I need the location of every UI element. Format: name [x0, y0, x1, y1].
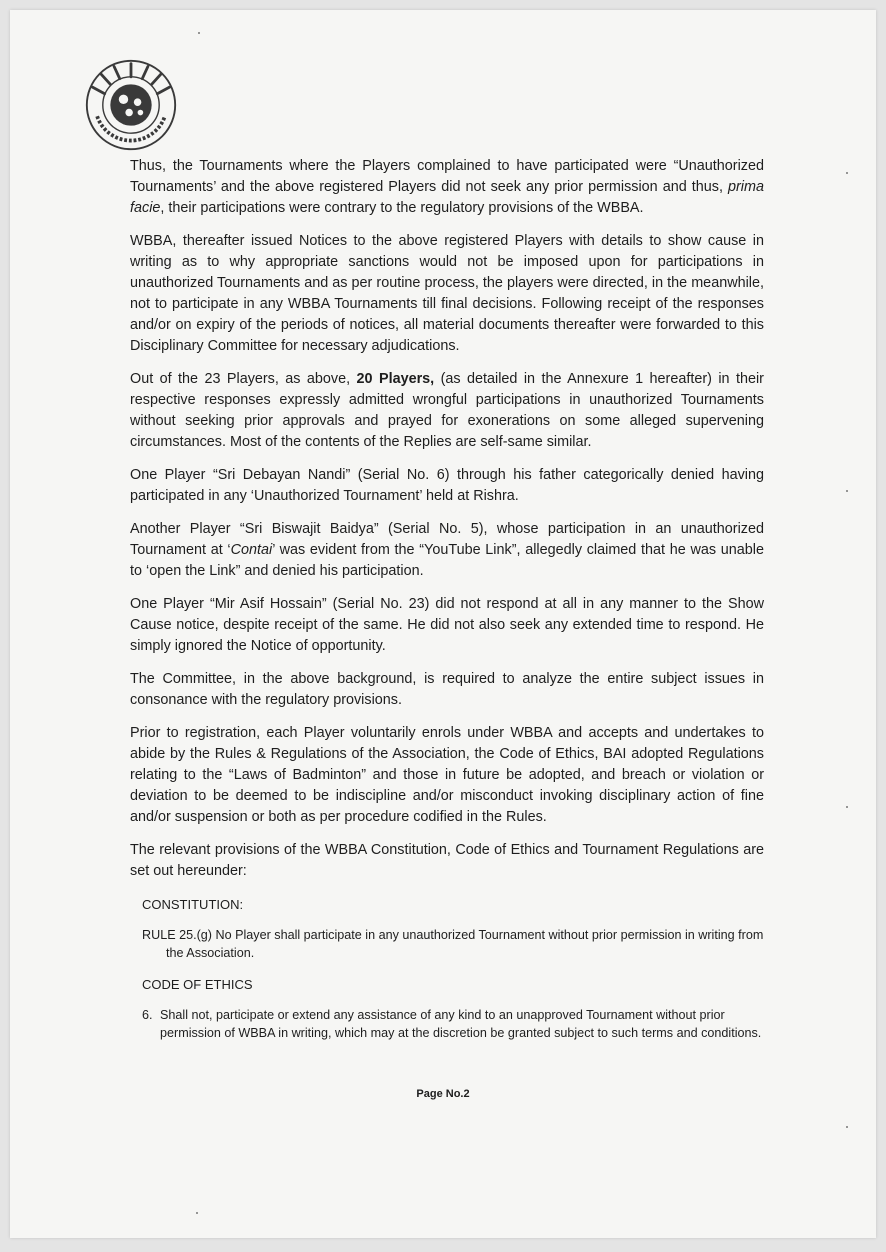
paragraph-4: One Player “Sri Debayan Nandi” (Serial No. 6) through his father categorically denied having participated in any ‘Unauthorized Tournament’ held at Rishra.: [130, 467, 764, 504]
paragraph-3: Out of the 23 Players, as above, 20 Players, (as detailed in the Annexure 1 hereafter) in their respective responses expressly admitted wrongful participations in unauthorized Tournaments without seeking prior approvals and prayed for exonerations on some alleged supervening circumstances. Most of the contents of the Replies are self-same similar.: [130, 371, 764, 450]
paragraph-6: One Player “Mir Asif Hossain” (Serial No. 23) did not respond at all in any manner to the Show Cause notice, despite receipt of the same. He did not also seek any extended time to respond. He simply ignored the Notice of opportunity.: [130, 596, 764, 654]
scan-speck: [198, 32, 200, 34]
scan-speck: [196, 1212, 198, 1214]
paragraph-9: The relevant provisions of the WBBA Constitution, Code of Ethics and Tournament Regulations are set out hereunder:: [130, 842, 764, 879]
paragraph-7: The Committee, in the above background, is required to analyze the entire subject issues in consonance with the regulatory provisions.: [130, 671, 764, 708]
code-of-ethics-item: [142, 1006, 764, 1042]
constitution-rule: RULE 25.(g) No Player shall participate in any unauthorized Tournament without prior permission in writing from the Association.: [142, 928, 764, 960]
paragraph-2: WBBA, thereafter issued Notices to the above registered Players with details to show cause in writing as to why appropriate sanctions would not be imposed upon for participations in unauthorized Tournaments and as per routine process, the players were directed, in the meanwhile, not to participate in any WBBA Tournaments till final decisions. Following receipt of the responses and/or on expiry of the periods of notices, all material documents thereafter were forwarded to this Disciplinary Committee for necessary adjudications.: [130, 233, 764, 354]
page-number: Page No.2: [416, 1088, 470, 1100]
paragraph-1: Thus, the Tournaments where the Players complained to have participated were “Unauthorized Tournaments’ and the above registered Players did not seek any prior permission and thus, prima facie, their participations were contrary to the regulatory provisions of the WBBA.: [130, 158, 764, 216]
association-seal-icon: [84, 58, 178, 152]
paragraph-5: Another Player “Sri Biswajit Baidya” (Serial No. 5), whose participation in an unauthorized Tournament at ‘Contai’ was evident from the “YouTube Link”, allegedly claimed that he was unable to ‘open the Link” and denied his participation.: [130, 521, 764, 579]
constitution-heading: CONSTITUTION:: [142, 897, 244, 912]
scan-speck: [846, 1126, 848, 1128]
provisions-section: [130, 896, 764, 1042]
document-page: [10, 10, 876, 1238]
paragraph-8: Prior to registration, each Player voluntarily enrols under WBBA and accepts and undertakes to abide by the Rules & Regulations of the Association, the Code of Ethics, BAI adopted Regulations relating to the “Laws of Badminton” and those in future be adopted, and breach or violation or deviation to be deemed to be indiscipline and/or misconduct invoking disciplinary action of fine and/or suspension or both as per procedure codified in the Rules.: [130, 725, 764, 825]
item-text: Shall not, participate or extend any assistance of any kind to an unapproved Tournament without prior permission of WBBA in writing, which may at the discretion be granted subject to such terms and conditions.: [160, 1008, 762, 1040]
scan-speck: [846, 490, 848, 492]
code-of-ethics-heading: CODE OF ETHICS: [142, 977, 253, 992]
item-number: 6.: [142, 1008, 153, 1022]
document-body: [130, 156, 764, 1052]
scan-speck: [846, 806, 848, 808]
scan-speck: [846, 172, 848, 174]
